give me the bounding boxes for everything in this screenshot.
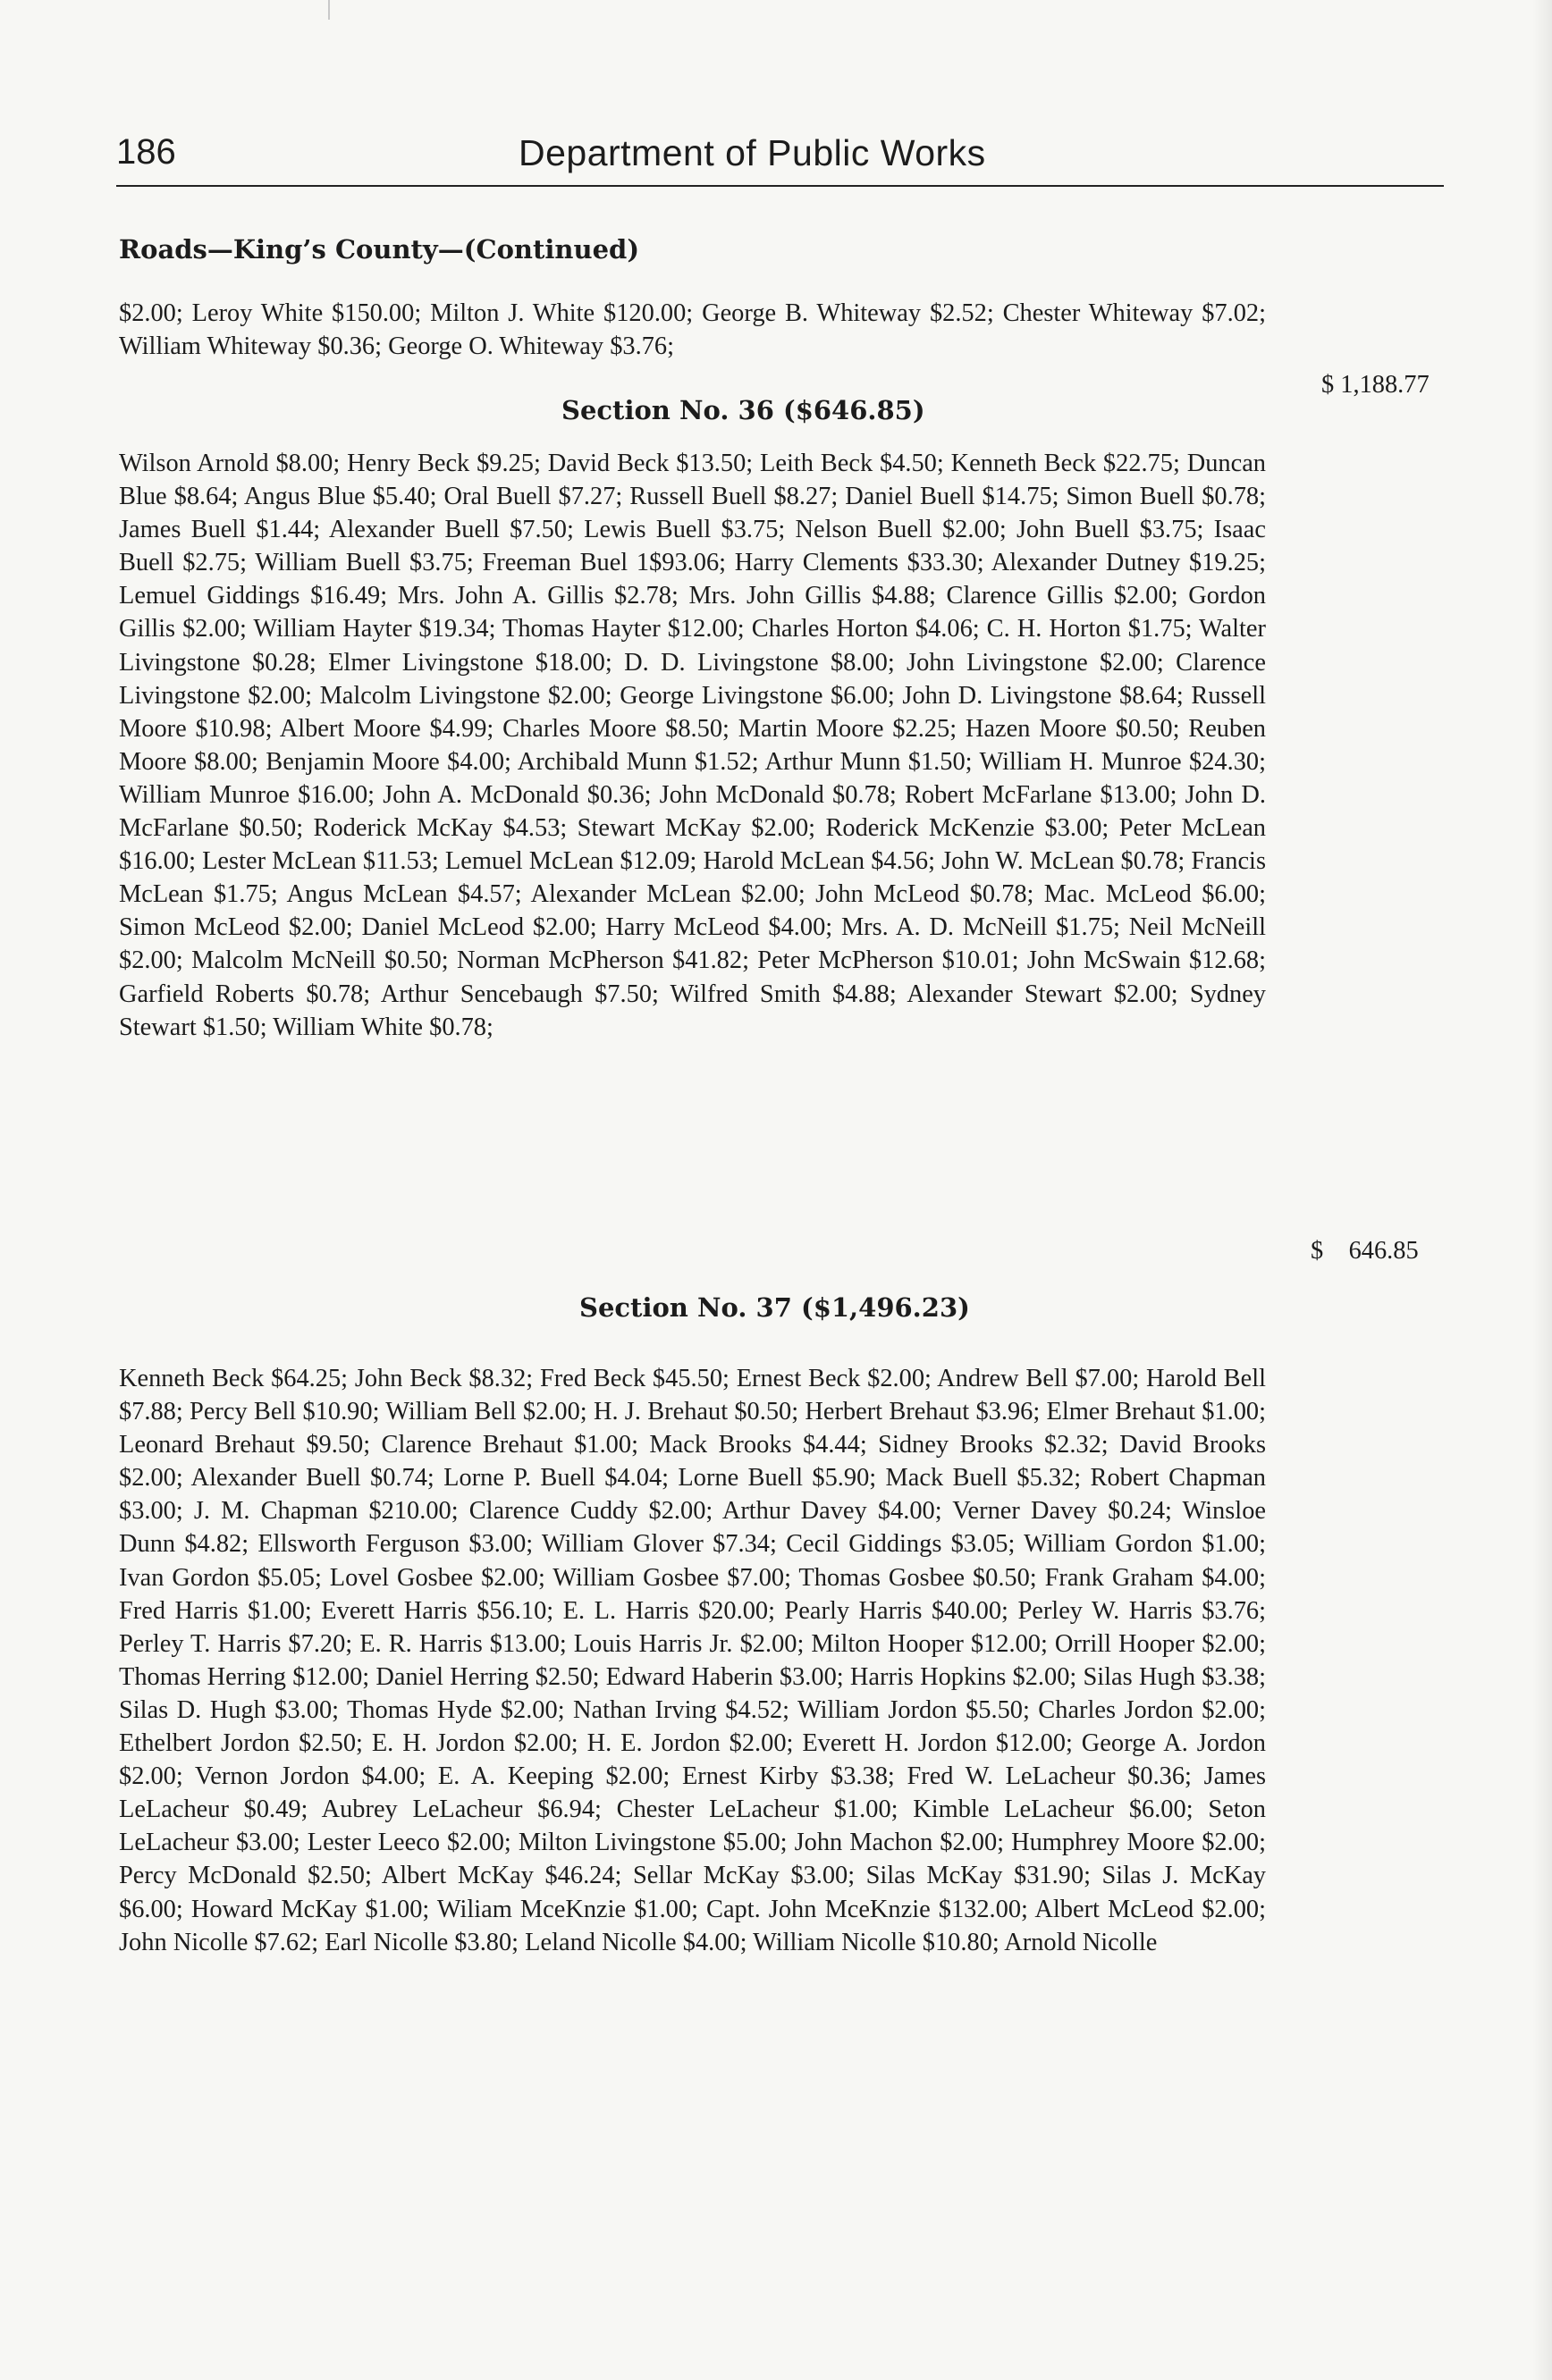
section-36-heading: Section No. 36 ($646.85) (561, 395, 925, 425)
running-title: Department of Public Works (519, 132, 986, 173)
page-number: 186 (116, 132, 176, 172)
section-37-heading: Section No. 37 ($1,496.23) (579, 1292, 970, 1323)
page-edge-shadow (1532, 0, 1552, 2380)
section-36-paragraph: Wilson Arnold $8.00; Henry Beck $9.25; David Beck $13.50; Leith Beck $4.50; Kenneth Beck $22.75; Duncan Blue $8.64; Angus Blue $5.40; Oral Buell $7.27; Russell Buell $8.27; Daniel Buell $14.75; Simon Buell $0.78; James Buell $1.44; Alexander Buell $7.50; Lewis Buell $3.75; Nelson Buell $2.00; John Buell $3.75; Isaac Buell $2.75; William Buell $3.75; Freeman Buel 1$93.06; Harry Clements $33.30; Alexander Dutney $19.25; Lemuel Giddings $16.49; Mrs. John A. Gillis $2.78; Mrs. John Gillis $4.88; Clarence Gillis $2.00; Gordon Gillis $2.00; William Hayter $19.34; Thomas Hayter $12.00; Charles Horton $4.06; C. H. Horton $1.75; Walter Livingstone $0.28; Elmer Livingstone $18.00; D. D. Livingstone $8.00; John Livingstone $2.00; Clarence Livingstone $2.00; Malcolm Livingstone $2.00; George Livingstone $6.00; John D. Livingstone $8.64; Russell Moore $10.98; Albert Moore $4.99; Charles Moore $8.50; Martin Moore $2.25; Hazen Moore $0.50; Reuben Moore $8.00; Benjamin Moore $4.00; Archibald Munn $1.52; Arthur Munn $1.50; William H. Munroe $24.30; William Munroe $16.00; John A. McDonald $0.36; John McDonald $0.78; Robert McFarlane $13.00; John D. McFarlane $0.50; Roderick McKay $4.53; Stewart McKay $2.00; Roderick McKenzie $3.00; Peter McLean $16.00; Lester McLean $11.53; Lemuel McLean $12.09; Harold McLean $4.56; John W. McLean $0.78; Francis McLean $1.75; Angus McLean $4.57; Alexander McLean $2.00; John McLeod $0.78; Mac. McLeod $6.00; Simon McLeod $2.00; Daniel McLeod $2.00; Harry McLeod $4.00; Mrs. A. D. McNeill $1.75; Neil McNeill $2.00; Malcolm McNeill $0.50; Norman McPherson $41.82; Peter McPherson $10.01; John McSwain $12.68; Garfield Roberts $0.78; Arthur Sencebaugh $7.50; Wilfred Smith $4.88; Alexander Stewart $2.00; Sydney Stewart $1.50; William White $0.78; (119, 450, 1266, 1041)
section-37-paragraph: Kenneth Beck $64.25; John Beck $8.32; Fred Beck $45.50; Ernest Beck $2.00; Andrew Bell $7.00; Harold Bell $7.88; Percy Bell $10.90; William Bell $2.00; H. J. Brehaut $0.50; Herbert Brehaut $3.96; Elmer Brehaut $1.00; Leonard Brehaut $9.50; Clarence Brehaut $1.00; Mack Brooks $4.44; Sidney Brooks $2.32; David Brooks $2.00; Alexander Buell $0.74; Lorne P. Buell $4.04; Lorne Buell $5.90; Mack Buell $5.32; Robert Chapman $3.00; J. M. Chapman $210.00; Clarence Cuddy $2.00; Arthur Davey $4.00; Verner Davey $0.24; Winsloe Dunn $4.82; Ellsworth Ferguson $3.00; William Glover $7.34; Cecil Giddings $3.05; William Gordon $1.00; Ivan Gordon $5.05; Lovel Gosbee $2.00; William Gosbee $7.00; Thomas Gosbee $0.50; Frank Graham $4.00; Fred Harris $1.00; Everett Harris $56.10; E. L. Harris $20.00; Pearly Harris $40.00; Perley W. Harris $3.76; Perley T. Harris $7.20; E. R. Harris $13.00; Louis Harris Jr. $2.00; Milton Hooper $12.00; Orrill Hooper $2.00; Thomas Herring $12.00; Daniel Herring $2.50; Edward Haberin $3.00; Harris Hopkins $2.00; Silas Hugh $3.38; Silas D. Hugh $3.00; Thomas Hyde $2.00; Nathan Irving $4.52; William Jordon $5.50; Charles Jordon $2.00; Ethelbert Jordon $2.50; E. H. Jordon $2.00; H. E. Jordon $2.00; Everett H. Jordon $12.00; George A. Jordon $2.00; Vernon Jordon $4.00; E. A. Keeping $2.00; Ernest Kirby $3.38; Fred W. LeLacheur $0.36; James LeLacheur $0.49; Aubrey LeLacheur $6.94; Chester LeLacheur $1.00; Kimble LeLacheur $6.00; Seton LeLacheur $3.00; Lester Leeco $2.00; Milton Livingstone $5.00; John Machon $2.00; Humphrey Moore $2.00; Percy McDonald $2.50; Albert McKay $46.24; Sellar McKay $3.00; Silas McKay $31.90; Silas J. McKay $6.00; Howard McKay $1.00; Wiliam MceKnzie $1.00; Capt. John MceKnzie $132.00; Albert McLeod $2.00; John Nicolle $7.62; Earl Nicolle $3.80; Leland Nicolle $4.00; William Nicolle $10.80; Arnold Nicolle (119, 1365, 1266, 1956)
continuation-total: $ 1,188.77 (1321, 371, 1430, 399)
continuation-paragraph: $2.00; Leroy White $150.00; Milton J. White $120.00; George B. Whiteway $2.52; Chester Whiteway $7.02; William Whiteway $0.36; George O. Whiteway $3.76; (119, 299, 1266, 361)
running-header (116, 132, 1408, 186)
roads-heading: Roads—King’s County—(Continued) (119, 234, 640, 265)
section-36-total: $ 646.85 (1311, 1237, 1419, 1265)
scan-artifact (328, 0, 330, 20)
header-rule (116, 185, 1444, 187)
